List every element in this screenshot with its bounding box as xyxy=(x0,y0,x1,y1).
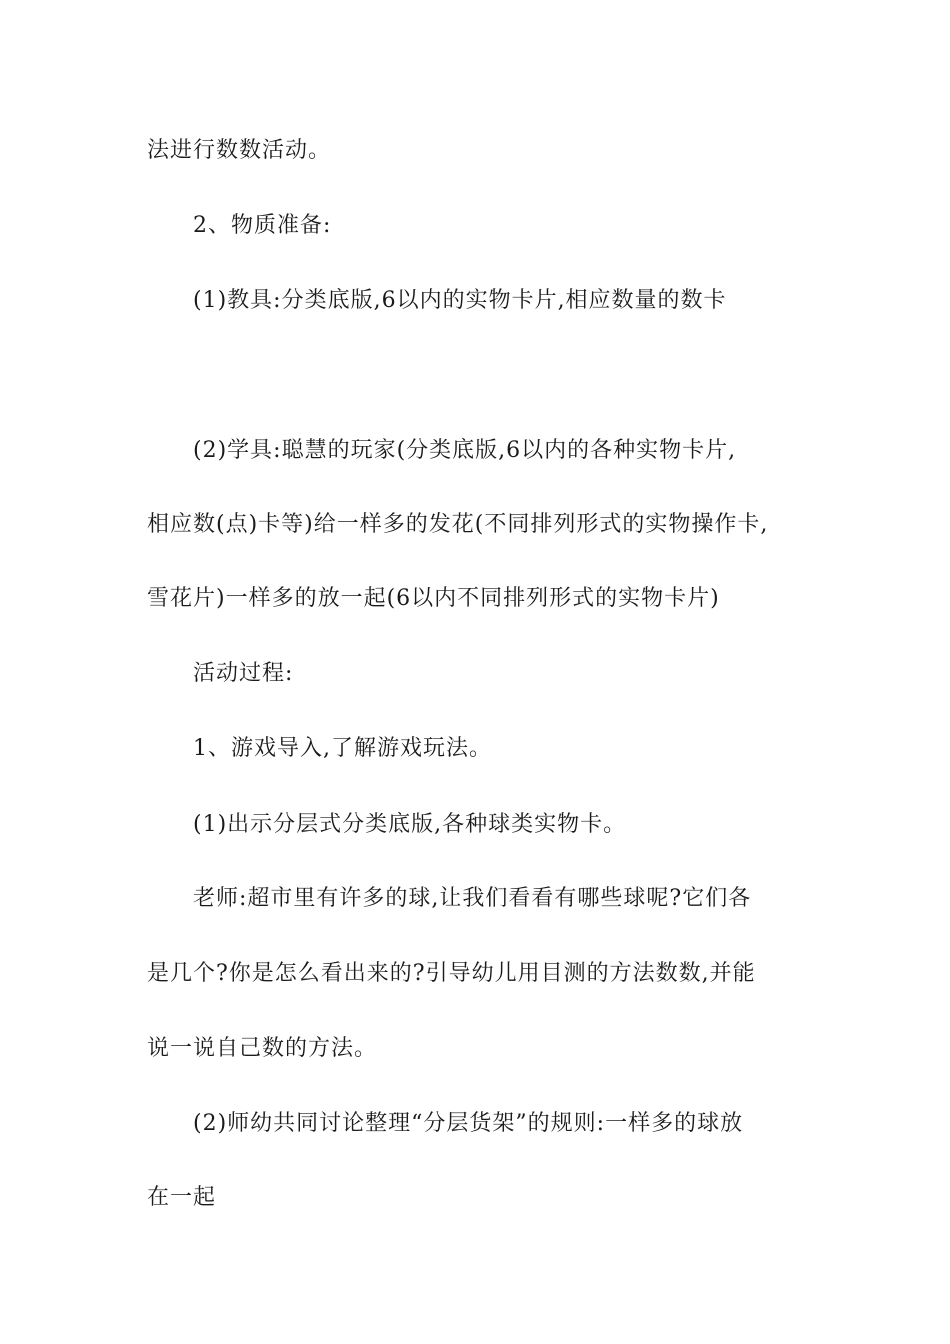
text-line-10: 老师:超市里有许多的球,让我们看看有哪些球呢?它们各 xyxy=(193,886,752,911)
text-line-4: (2)学具:聪慧的玩家(分类底版,6以内的各种实物卡片, xyxy=(193,438,737,463)
text-line-6: 雪花片)一样多的放一起(6以内不同排列形式的实物卡片) xyxy=(147,586,720,611)
text-line-7: 活动过程: xyxy=(193,661,294,686)
text-line-3: (1)教具:分类底版,6以内的实物卡片,相应数量的数卡 xyxy=(193,288,727,313)
text-line-14: 在一起 xyxy=(147,1185,217,1210)
text-line-2: 2、物质准备: xyxy=(193,213,332,238)
text-line-1: 法进行数数活动。 xyxy=(147,138,332,163)
text-line-13: (2)师幼共同讨论整理“分层货架”的规则:一样多的球放 xyxy=(193,1111,744,1136)
text-line-11: 是几个?你是怎么看出来的?引导幼儿用目测的方法数数,并能 xyxy=(147,961,756,986)
text-line-8: 1、游戏导入,了解游戏玩法。 xyxy=(193,736,492,761)
text-line-12: 说一说自己数的方法。 xyxy=(147,1036,378,1061)
text-line-9: (1)出示分层式分类底版,各种球类实物卡。 xyxy=(193,812,627,837)
text-line-5: 相应数(点)卡等)给一样多的发花(不同排列形式的实物操作卡, xyxy=(147,512,769,537)
